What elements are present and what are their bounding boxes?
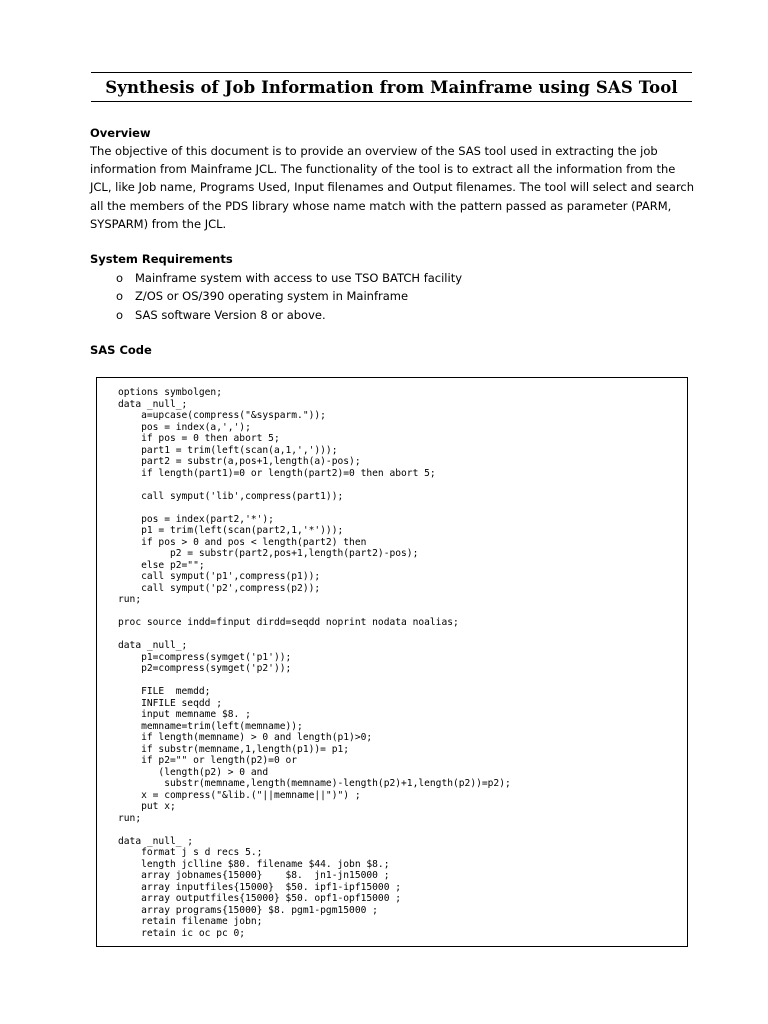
overview-heading: Overview (90, 126, 151, 140)
sas-code-listing: options symbolgen; data _null_; a=upcase(compress("&sysparm.")); pos = index(a,','); if pos = 0 then abort 5; part1 = trim(left(scan(a,1,','))); part2 = substr(a,pos+1,length(a)-pos); if length(part1)=0 or length(part2)=0 then abort 5; call symput('lib',compress(part1)); pos = index(part2,'*'); p1 = trim(left(scan(part2,1,'*'))); if pos > 0 and pos < length(part2) then p2 = substr(part2,pos+1,length(part2)-pos); else p2=""; call symput('p1',compress(p1)); call symput('p2',compress(p2)); run; proc source indd=finput dirdd=seqdd noprint nodata noalias; data _null_; p1=compress(symget('p1')); p2=compress(symget('p2')); FILE memdd; INFILE seqdd ; input memname $8. ; memname=trim(left(memname)); if length(memname) > 0 and length(p1)>0; if substr(memname,1,length(p1))= p1; if p2="" or length(p2)=0 or (length(p2) > 0 and substr(memname,length(memname)-length(p2)+1,length(p2))=p2); x = compress("&lib.("||memname||")") ; put x; run; data _null_ ; format j s d recs 5.; length jclline $80. filename $44. jobn $8.; array jobnames{15000} $8. jn1-jn15000 ; array inputfiles{15000} $50. ipf1-ipf15000 ; array outputfiles{15000} $50. opf1-opf15000 ; array programs{15000} $8. pgm1-pgm15000 ; retain filename jobn; retain ic oc pc 0; (118, 387, 511, 939)
code-box (96, 377, 688, 947)
requirement-text: SAS software Version 8 or above. (135, 307, 326, 322)
list-item (90, 287, 462, 305)
overview-paragraph: The objective of this document is to provide an overview of the SAS tool used in extracting the job information from Mainframe JCL. The functionality of the tool is to extract all the information from the JCL, like Job name, Programs Used, Input filenames and Output filenames. The tool will select and search all the members of the PDS library whose name match with the pattern passed as parameter (PARM, SYSPARM) from the JCL. (90, 144, 695, 231)
bullet-marker: o (116, 271, 124, 286)
bullet-marker: o (116, 307, 124, 322)
system-requirements-heading: System Requirements (90, 252, 233, 266)
list-item (90, 306, 462, 324)
bullet-marker: o (116, 289, 124, 304)
requirements-list (90, 269, 462, 324)
requirement-text: Z/OS or OS/390 operating system in Mainframe (135, 289, 409, 304)
title-bar (91, 72, 692, 102)
document-title: Synthesis of Job Information from Mainframe using SAS Tool (105, 77, 678, 97)
requirement-text: Mainframe system with access to use TSO BATCH facility (135, 271, 463, 286)
list-item (90, 269, 462, 287)
sas-code-heading: SAS Code (90, 343, 152, 357)
